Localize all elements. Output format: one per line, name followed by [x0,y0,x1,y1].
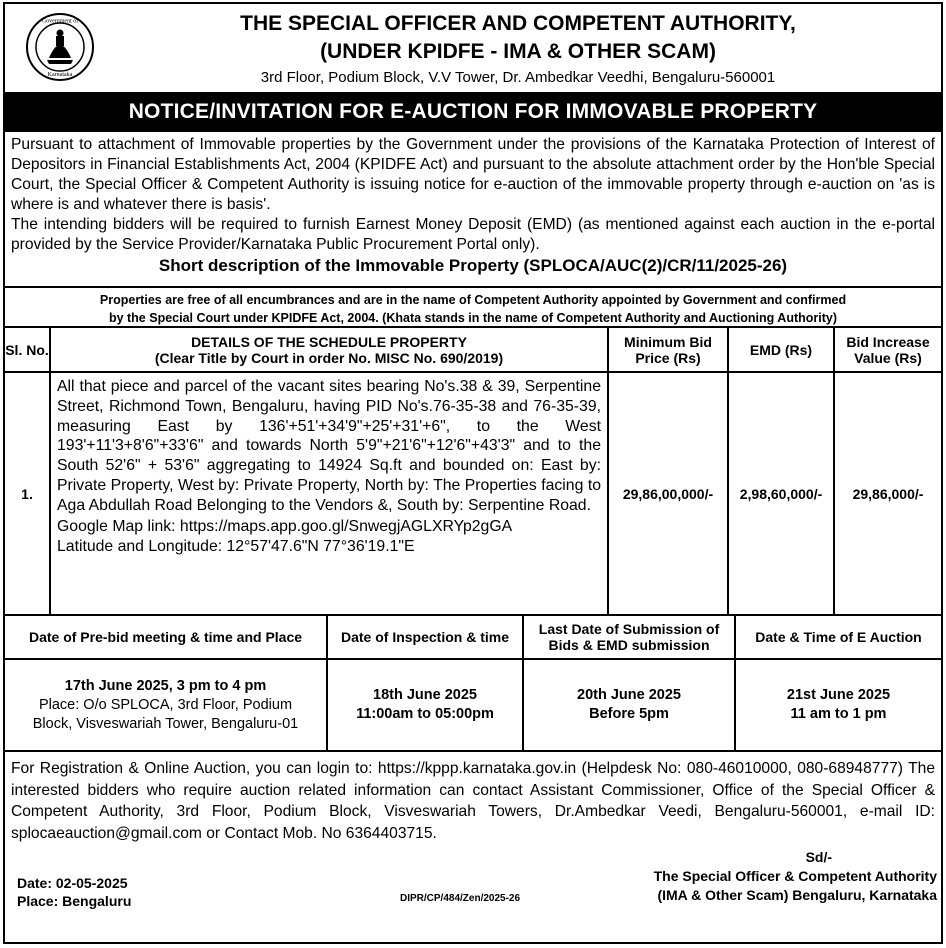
table-row [5,372,941,615]
inspection-date: 18th June 2025 [373,687,477,703]
last-date-header: Last Date of Submission of Bids & EMD submission [523,615,735,659]
authority-subtitle: (UNDER KPIDFE - IMA & OTHER SCAM) [320,40,716,63]
emd-value: 2,98,60,000/- [728,372,834,615]
last-time: Before 5pm [589,706,669,722]
schedule-table [5,614,941,752]
notice-date: Date: 02-05-2025 [17,875,128,891]
sl-no-cell: 1. [5,372,50,615]
signatory-title: The Special Officer & Competent Authority [653,868,937,884]
footer [5,848,941,918]
property-description-cell [50,372,608,615]
prebid-header: Date of Pre-bid meeting & time and Place [5,615,327,659]
header [5,4,941,92]
details-header-line-1: DETAILS OF THE SCHEDULE PROPERTY [191,333,467,350]
registration-info: For Registration & Online Auction, you can login to: https://kppp.karnataka.gov.in (Helpdesk No: 080-46010000, 080-68948777) The interested bidders who require auction related information can contact Assistant Commissioner, Office of the Special Officer & Competent Authority, 3rd Floor, Podium Block, Visveswariah Towers, Dr.Ambedkar Veedi, Bengaluru-560001, e-mail ID: splocaeauction@gmail.com or Contact Mob. No 6364403715. [11,760,935,842]
auction-time: 11 am to 1 pm [790,706,887,722]
min-bid-header: Minimum Bid Price (Rs) [608,327,728,372]
prebid-place: Place: O/o SPLOCA, 3rd Floor, Podium Block, Visveswariah Tower, Bengaluru-01 [32,696,299,732]
intro-paragraph-2: The intending bidders will be required to furnish Earnest Money Deposit (EMD) (as mentioned against each auction in the e-portal provided by the Service Provider/Karnataka Public Procurement Portal only). [11,216,935,253]
signed-mark: Sd/- [805,849,833,865]
emd-header: EMD (Rs) [728,327,834,372]
table-row [5,659,941,751]
prebid-cell [5,659,327,751]
property-table [5,326,941,616]
karnataka-emblem-icon [25,12,95,82]
bid-increase-value: 29,86,000/- [834,372,941,615]
intro-section [5,132,941,286]
authority-title: THE SPECIAL OFFICER AND COMPETENT AUTHORITY, [240,12,796,35]
signatory-location: (IMA & Other Scam) Bengaluru, Karnataka [657,887,937,903]
authority-address: 3rd Floor, Podium Block, V.V Tower, Dr. Ambedkar Veedhi, Bengaluru-560001 [260,69,776,86]
date-place [17,874,131,910]
intro-paragraph-1: Pursuant to attachment of Immovable properties by the Government under the provisions of the Karnataka Protection of Interest of Depositors in Financial Establishments Act, 2004 (KPIDFE Act) and pursuant to the absolute attachment order by the Hon'ble Special Court, the Special Officer & Competent Authority is issuing notice for e-auction of the immovable property through e-auction on 'as is where is and whatever there is basis'. [11,136,935,213]
auction-cell [735,659,941,751]
auction-date: 21st June 2025 [786,687,891,703]
dipr-code: DIPR/CP/484/Zen/2025-26 [400,893,521,904]
google-map-link[interactable]: Google Map link: https://maps.app.goo.gl/SnwegjAGLXRYp2gGA [57,517,513,535]
property-description: All that piece and parcel of the vacant sites bearing No's.38 & 39, Serpentine Street, Richmond Town, Bengaluru, having PID No's.76-35-38 and 76-35-39, measuring East by 136'+51'+34'9"+25'+31'+6", to the West 193'+11'3+8'6"+33'6" and towards North 5'9"+21'6"+12'6"+43'3" and to the South 52'6" + 53'6" aggregating to 14924 Sq.ft and bounded on: East by: Private Property, West by: Private Property, North by: The Properties facing to Aga Abdullah Road Belonging to the Vendors &, South by: Serpentine Road. [57,378,601,514]
encumbrance-note-line-1: Properties are free of all encumbrances and are in the name of Competent Authority appointed by Government and confirmed [99,293,847,307]
property-table-header [5,327,941,372]
notice-page [3,2,943,944]
bid-increase-header: Bid Increase Value (Rs) [834,327,941,372]
last-date: 20th June 2025 [577,687,681,703]
min-bid-value: 29,86,00,000/- [608,372,728,615]
notice-place: Place: Bengaluru [17,893,132,909]
notice-banner: NOTICE/INVITATION FOR E-AUCTION FOR IMMOVABLE PROPERTY [5,92,941,132]
lat-long: Latitude and Longitude: 12°57'47.6"N 77°36'19.1"E [57,538,415,556]
emblem-bottom-text: Karnataka [47,72,73,78]
last-date-cell [523,659,735,751]
prebid-date: 17th June 2025, 3 pm to 4 pm [64,677,267,694]
details-header [50,327,608,372]
sl-no-header: Sl. No. [5,327,50,372]
inspection-time: 11:00am to 05:00pm [356,706,494,722]
emblem-top-text: Government of [41,18,79,25]
short-description-title: Short description of the Immovable Property (SPLOCA/AUC(2)/CR/11/2025-26) [158,256,788,275]
details-header-line-2: (Clear Title by Court in order No. MISC No. 690/2019) [154,349,504,366]
signature-block [654,848,937,905]
encumbrance-note [5,286,941,328]
schedule-table-header [5,615,941,659]
inspection-header: Date of Inspection & time [327,615,523,659]
auction-header: Date & Time of E Auction [735,615,941,659]
inspection-cell [327,659,523,751]
encumbrance-note-line-2: by the Special Court under KPIDFE Act, 2004. (Khata stands in the name of Competent Authority and Auctioning Authority) [108,311,838,325]
